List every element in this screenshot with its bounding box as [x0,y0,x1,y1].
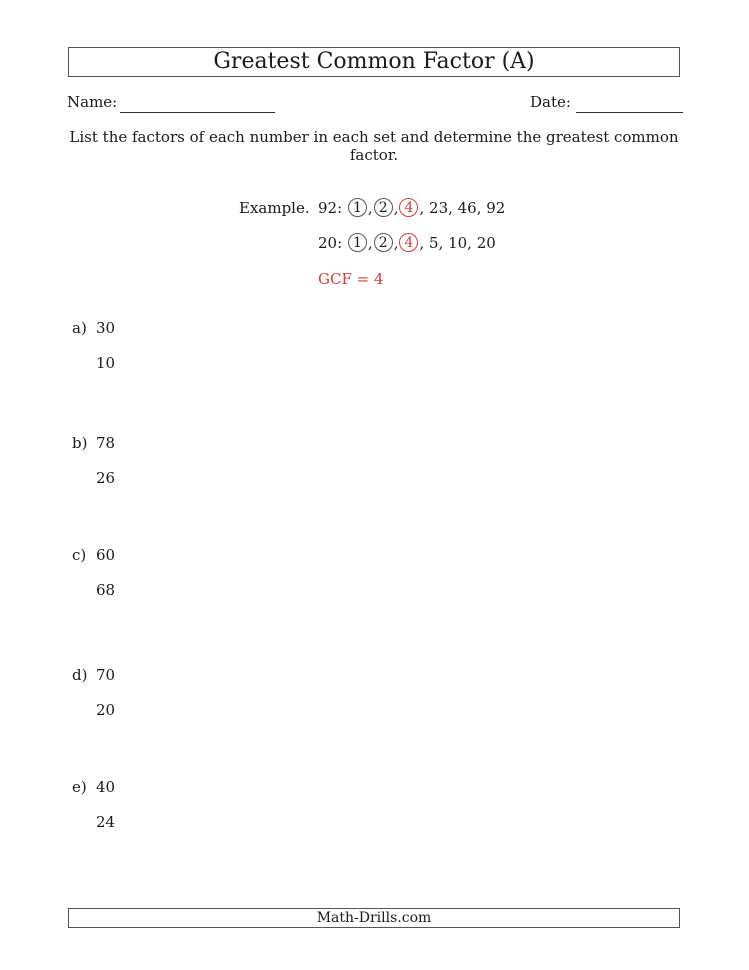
date-label: Date: [530,93,571,111]
circled-factor: 1 [348,233,367,252]
date-line[interactable] [576,112,683,113]
example-row-2-number: 20: [318,233,343,252]
problem-d-second: 20 [96,701,116,719]
circled-factor: 2 [374,233,393,252]
example-label: Example. [239,199,310,217]
footer-source: Math-Drills.com [68,908,680,928]
circled-factor: 1 [348,198,367,217]
problem-a-first: 30 [96,319,116,337]
problem-c-first: 60 [96,546,116,564]
problem-a-letter: a) [72,319,87,337]
problem-c-second: 68 [96,581,116,599]
problem-d-first: 70 [96,666,116,684]
circled-common-factor: 4 [399,233,418,252]
name-label: Name: [67,93,118,111]
example-row-2-rest: , 5, 10, 20 [419,233,496,252]
problem-d-letter: d) [72,666,88,684]
example-row-1-rest: , 23, 46, 92 [419,198,506,217]
problem-c-letter: c) [72,546,87,564]
example-row-2: 20: 1 , 2 , 4 , 5, 10, 20 [318,233,496,252]
problem-e-second: 24 [96,813,116,831]
example-row-1-number: 92: [318,198,343,217]
worksheet-title: Greatest Common Factor (A) [68,47,680,77]
problem-a-second: 10 [96,354,116,372]
circled-common-factor: 4 [399,198,418,217]
circled-factor: 2 [374,198,393,217]
problem-b-letter: b) [72,434,88,452]
problem-e-letter: e) [72,778,87,796]
problem-b-first: 78 [96,434,116,452]
example-gcf: GCF = 4 [318,270,384,288]
instructions: List the factors of each number in each set and determine the greatest common factor. [69,128,679,164]
problem-b-second: 26 [96,469,116,487]
example-row-1: 92: 1 , 2 , 4 , 23, 46, 92 [318,198,506,217]
problem-e-first: 40 [96,778,116,796]
name-line[interactable] [120,112,275,113]
